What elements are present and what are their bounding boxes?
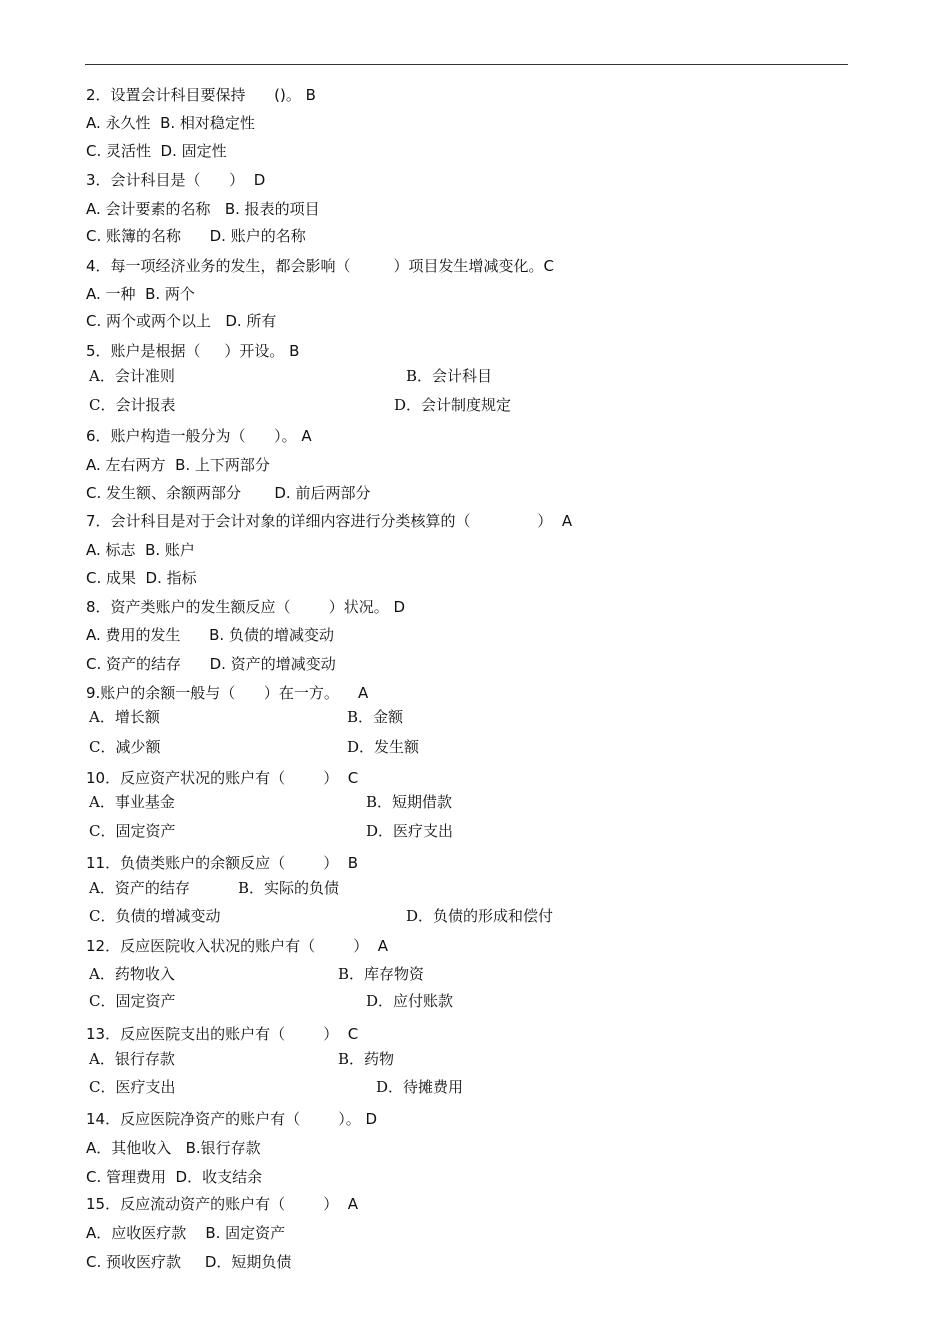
option-c: C．负债的增减变动 [89,907,221,925]
question-13: 13．反应医院支出的账户有（ ） C [86,1025,359,1043]
option-d: D．会计制度规定 [394,396,512,414]
option-a: A．增长额 [89,708,160,726]
option-a: A．银行存款 [89,1050,175,1068]
option-line: C. 资产的结存 D. 资产的增减变动 [86,655,336,673]
option-line: A. 左右两方 B. 上下两部分 [86,456,270,474]
question-2: 2．设置会计科目要保持 ()。 B [86,86,316,104]
option-c: C．固定资产 [89,822,176,840]
header-rule [85,64,848,65]
option-d: D．应付账款 [366,992,454,1010]
option-line: C. 两个或两个以上 D. 所有 [86,312,277,330]
option-d: D．医疗支出 [366,822,454,840]
option-d: D．待摊费用 [376,1078,464,1096]
question-4: 4．每一项经济业务的发生，都会影响（ ）项目发生增减变化。C [86,257,554,275]
option-c: C．医疗支出 [89,1078,176,1096]
option-b: B．实际的负债 [238,879,340,897]
option-a: A．会计准则 [89,367,175,385]
question-6: 6．账户构造一般分为（ ）。 A [86,427,312,445]
option-line: A. 费用的发生 B. 负债的增减变动 [86,626,334,644]
option-b: B．金额 [347,708,404,726]
option-line: C. 成果 D. 指标 [86,569,197,587]
option-b: B．药物 [338,1050,395,1068]
question-9: 9.账户的余额一般与（ ）在一方。 A [86,684,369,702]
option-b: B．短期借款 [366,793,453,811]
question-12: 12．反应医院收入状况的账户有（ ） A [86,937,389,955]
option-line: A. 标志 B. 账户 [86,541,195,559]
question-11: 11．负债类账户的余额反应（ ） B [86,854,359,872]
option-b: B．库存物资 [338,965,425,983]
question-8: 8．资产类账户的发生额反应（ ）状况。 D [86,598,406,616]
option-line: C. 管理费用 D．收支结余 [86,1168,263,1186]
option-line: C. 灵活性 D. 固定性 [86,142,227,160]
option-c: C．减少额 [89,738,161,756]
option-b: B．会计科目 [406,367,493,385]
option-line: A．其他收入 B.银行存款 [86,1139,261,1157]
option-line: C. 发生额、余额两部分 D. 前后两部分 [86,484,371,502]
question-3: 3．会计科目是（ ） D [86,171,266,189]
option-d: D．负债的形成和偿付 [406,907,554,925]
option-a: A．事业基金 [89,793,175,811]
question-10: 10．反应资产状况的账户有（ ） C [86,769,359,787]
question-14: 14．反应医院净资产的账户有（ ）。 D [86,1110,378,1128]
question-7: 7．会计科目是对于会计对象的详细内容进行分类核算的（ ） A [86,512,573,530]
option-line: A. 一种 B. 两个 [86,285,195,303]
option-d: D．发生额 [347,738,420,756]
question-5: 5．账户是根据（ ）开设。 B [86,342,300,360]
question-15: 15．反应流动资产的账户有（ ） A [86,1195,359,1213]
option-c: C．固定资产 [89,992,176,1010]
option-line: A. 永久性 B. 相对稳定性 [86,114,255,132]
option-c: C．会计报表 [89,396,176,414]
option-a: A．资产的结存 [89,879,190,897]
option-line: C. 账簿的名称 D. 账户的名称 [86,227,306,245]
option-line: A．应收医疗款 B. 固定资产 [86,1224,286,1242]
option-line: A. 会计要素的名称 B. 报表的项目 [86,200,320,218]
option-a: A．药物收入 [89,965,175,983]
option-line: C. 预收医疗款 D．短期负债 [86,1253,292,1271]
